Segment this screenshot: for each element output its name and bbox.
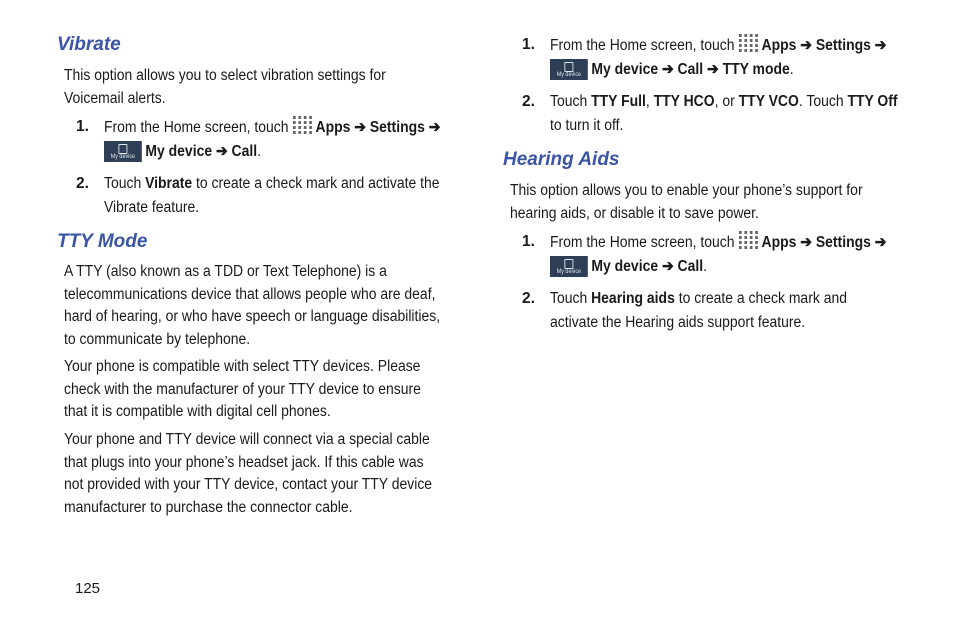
- apps-grid-icon: [738, 33, 760, 55]
- vibrate-intro: This option allows you to select vibration settings for Voicemail alerts.: [64, 67, 386, 107]
- hearing-aids-intro: This option allows you to enable your phone’s support for hearing aids, or disable it to save power.: [510, 182, 863, 222]
- apps-grid-icon: [738, 230, 760, 252]
- tty-paragraph-3: Your phone and TTY device will connect via a special cable that plugs into your phone’s headset jack. If this cable was not provided with your TTY device, contact your TTY device manufacturer to purchase the connector cable.: [64, 431, 433, 516]
- section-heading-vibrate: Vibrate: [57, 34, 121, 55]
- page-number: 125: [75, 580, 101, 597]
- tty-paragraph-2: Your phone is compatible with select TTY devices. Please check with the manufacturer of your TTY device to ensure that it is compatible with digital cell phones.: [64, 358, 421, 420]
- my-device-icon: My device: [550, 59, 588, 80]
- section-heading-tty-mode: TTY Mode: [57, 231, 148, 252]
- my-device-icon: My device: [104, 141, 142, 162]
- my-device-icon: My device: [550, 256, 588, 277]
- section-heading-hearing-aids: Hearing Aids: [503, 149, 620, 170]
- apps-grid-icon: [292, 115, 314, 137]
- tty-paragraph-1: A TTY (also known as a TDD or Text Telephone) is a telecommunications device that allows people who are deaf, hard of hearing, or who have speech or language disabilities, to communicate by telephone.: [64, 263, 441, 348]
